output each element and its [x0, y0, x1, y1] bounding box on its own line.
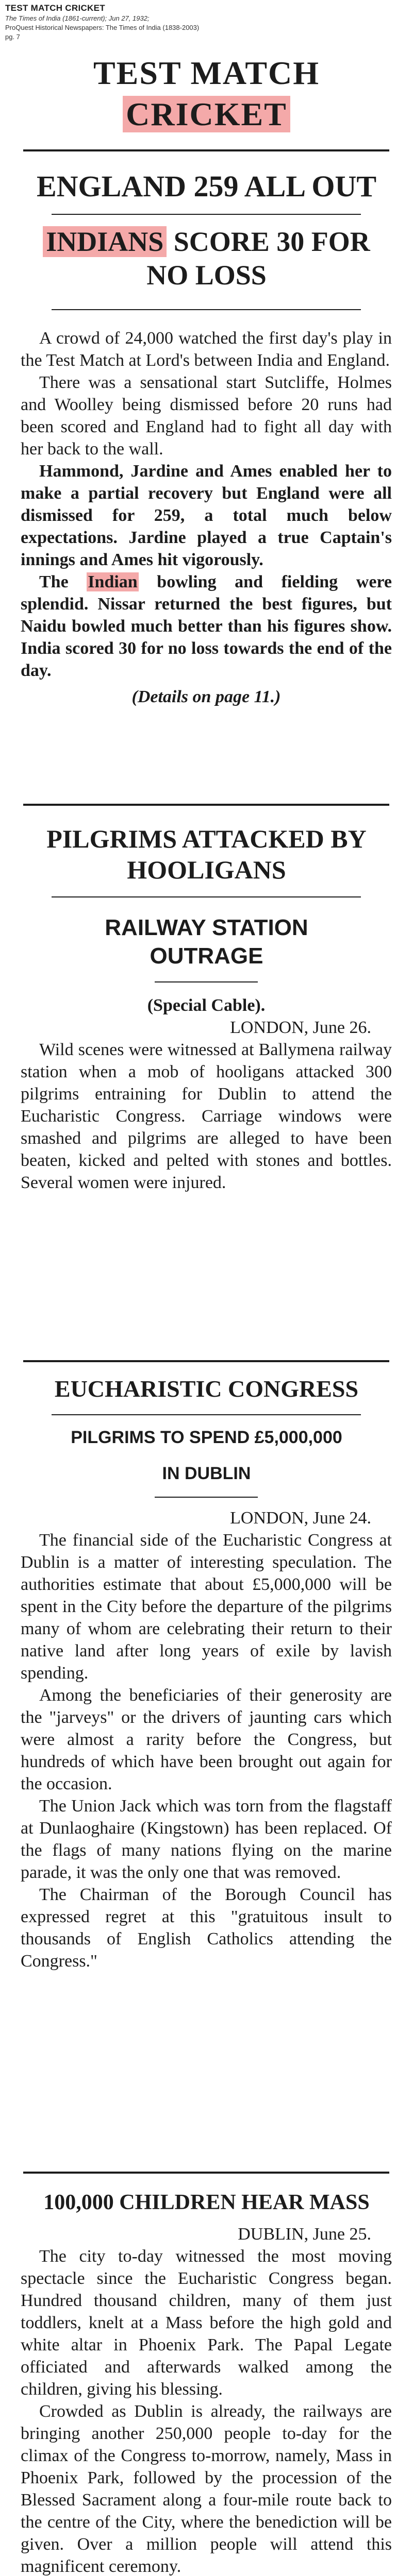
- divider: [155, 1497, 258, 1498]
- document-title: TEST MATCH CRICKET: [5, 3, 105, 13]
- congress-headline: EUCHARISTIC CONGRESS: [54, 1376, 359, 1402]
- paragraph: There was a sensational start Sutcliffe, Holmes and Woolley being dismissed before 20 runs had been scored and England had to fight all day with her back to the wall.: [21, 373, 392, 459]
- source-line: The Times of India (1861-current); Jun 27, 1932;: [5, 14, 150, 22]
- divider: [52, 896, 361, 897]
- divider: [23, 1360, 389, 1362]
- pilgrims-article-body: [21, 994, 392, 1194]
- paragraph: A crowd of 24,000 watched the first day's play in the Test Match at Lord's between India and England.: [21, 329, 392, 370]
- dateline: DUBLIN, June 25.: [238, 2225, 371, 2244]
- cricket-article-body: [21, 327, 392, 708]
- headline-line-1: TEST MATCH: [93, 55, 320, 91]
- divider: [155, 981, 258, 982]
- cable-note: (Special Cable).: [147, 996, 266, 1015]
- dateline: LONDON, June 24.: [230, 1509, 371, 1528]
- divider: [23, 149, 389, 151]
- highlight: CRICKET: [123, 96, 290, 132]
- paragraph: Crowded as Dublin is already, the railways are bringing another 250,000 people to-day for the climax of the Congress to-morrow, namely, Mass in Phoenix Park, followed by the procession of the Blessed Sacrament along a four-mile route back to the centre of the City, where the benediction will be given. Over a million people will attend this magnificent ceremony.: [21, 2402, 392, 2576]
- paragraph: The Chairman of the Borough Council has expressed regret at this "gratuitous insult to thousands of English Catholics attending the Congress.": [21, 1885, 392, 1971]
- pilgrims-headline-1: PILGRIMS ATTACKED BY: [46, 824, 367, 853]
- paragraph: The Union Jack which was torn from the flagstaff at Dunlaoghaire (Kingstown) has been replaced. Of the flags of many nations flying on the marine parade, it was the only one that was removed.: [21, 1797, 392, 1882]
- pilgrims-headline-2: HOOLIGANS: [127, 855, 286, 884]
- pilgrims-sub-1: RAILWAY STATION: [105, 915, 308, 940]
- divider: [52, 214, 361, 215]
- divider: [23, 2172, 389, 2174]
- congress-article-body: [21, 1507, 392, 1972]
- highlight: Indian: [88, 572, 138, 591]
- mass-headline: 100,000 CHILDREN HEAR MASS: [43, 2191, 370, 2214]
- pilgrims-sub-2: OUTRAGE: [150, 943, 263, 969]
- deck-3: NO LOSS: [146, 260, 267, 291]
- mass-article-body: [21, 2223, 392, 2576]
- deck-1: ENGLAND 259 ALL OUT: [36, 170, 377, 203]
- page-number: pg. 7: [5, 33, 20, 41]
- paragraph: The financial side of the Eucharistic Congress at Dublin is a matter of interesting speculation. The authorities estimate that about £5,000,000 will be spent in the City before the departure of the pilgrims many of whom are celebrating their return to their native land after long years of exile by lavish spending.: [21, 1531, 392, 1683]
- paragraph: Among the beneficiaries of their generosity are the "jarveys" or the drivers of jaunting cars which were almost a rarity before the Congress, but hundreds of which have been brought out again for the occasion.: [21, 1686, 392, 1793]
- headline-line-2: [0, 98, 413, 131]
- congress-sub-1: PILGRIMS TO SPEND £5,000,000: [71, 1428, 342, 1447]
- details-note: (Details on page 11.): [131, 687, 281, 706]
- paragraph: The city to-day witnessed the most moving spectacle since the Eucharistic Congress began. Hundred thousand children, many of them just toddlers, knelt at a Mass before the high gold and white altar in Phoenix Park. The Papal Legate officiated and afterwards walked among the children, giving his blessing.: [21, 2247, 392, 2399]
- paragraph: The Indian bowling and fielding were splendid. Nissar returned the best figures, but Naidu bowled much better than his figures show. India scored 30 for no loss towards the end of the day.: [21, 572, 392, 680]
- paragraph: Hammond, Jardine and Ames enabled her to make a partial recovery but England were all dismissed for 259, a total much below expectations. Jardine played a true Captain's innings and Ames hit vigorously.: [21, 462, 392, 569]
- dateline: LONDON, June 26.: [230, 1018, 371, 1037]
- paragraph: Wild scenes were witnessed at Ballymena railway station when a mob of hooligans attacked 300 pilgrims entraining for Dublin to attend the Eucharistic Congress. Carriage windows were smashed and pilgrims are alleged to have been beaten, kicked and pelted with stones and bottles. Several women were injured.: [21, 1040, 392, 1192]
- deck-2: INDIANS SCORE 30 FOR: [0, 227, 413, 257]
- divider: [52, 309, 361, 310]
- congress-sub-2: IN DUBLIN: [162, 1464, 251, 1483]
- highlight: INDIANS: [43, 226, 167, 257]
- divider: [52, 1414, 361, 1415]
- database-line: ProQuest Historical Newspapers: The Times of India (1838-2003): [5, 24, 200, 31]
- divider: [23, 804, 389, 806]
